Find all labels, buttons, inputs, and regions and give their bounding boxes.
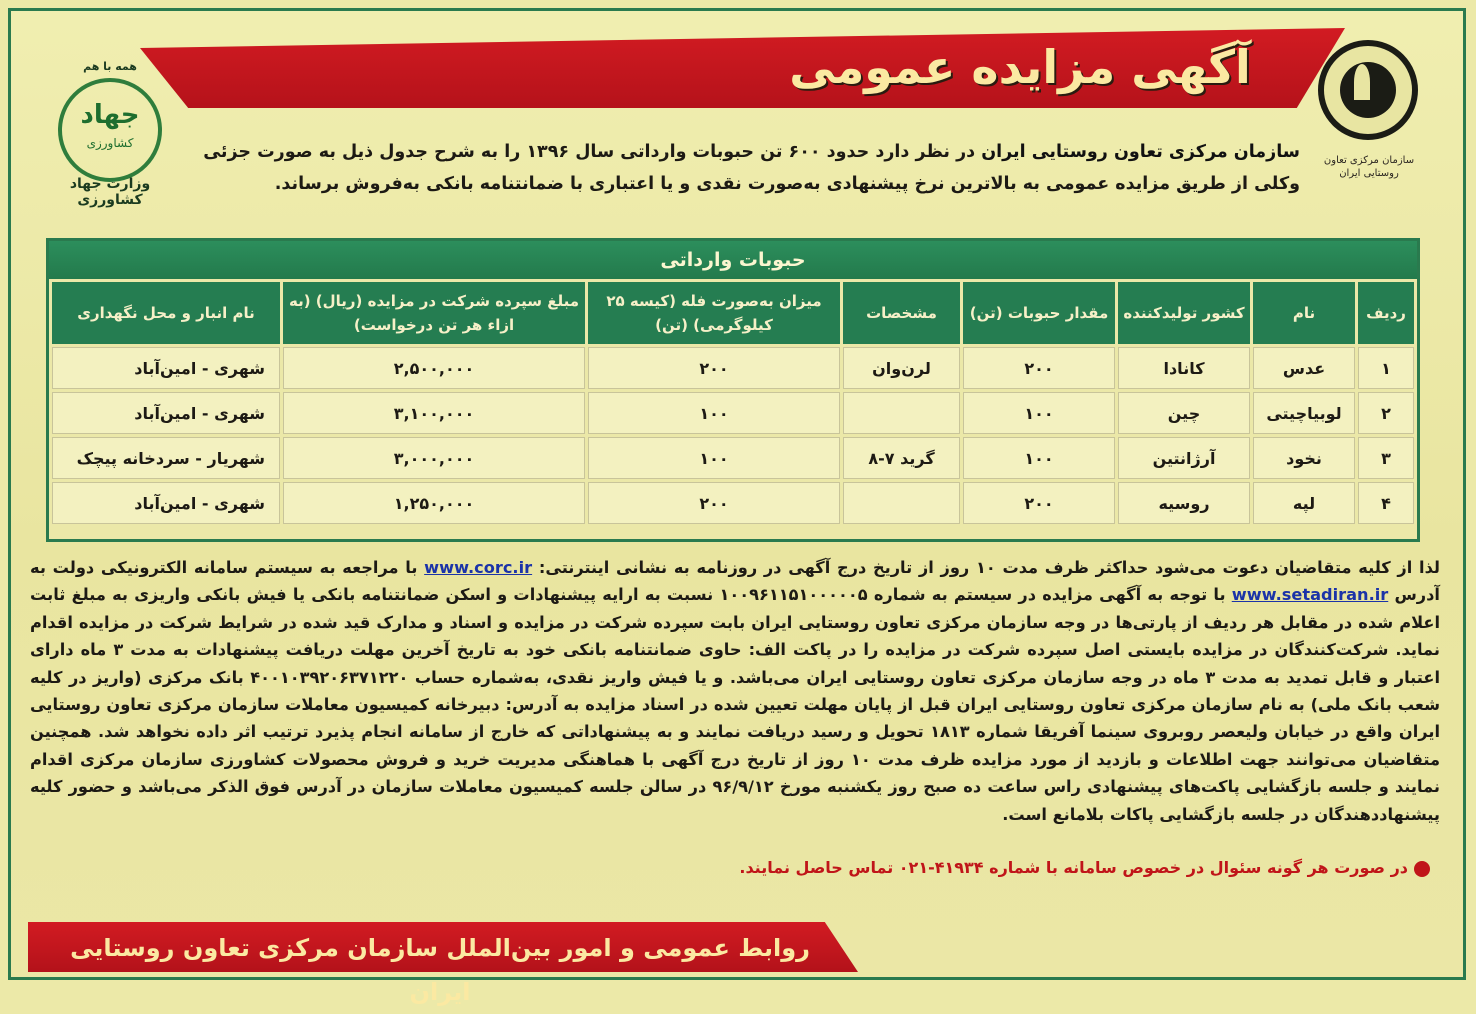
cell-warehouse: شهری - امین‌آباد [52,482,280,524]
cell-row-number: ۴ [1358,482,1414,524]
contact-line [640,858,1430,877]
cell-deposit: ۱,۲۵۰,۰۰۰ [283,482,585,524]
cell-country: چین [1118,392,1250,434]
col-header-quantity: مقدار حبوبات (تن) [963,282,1115,344]
col-header-deposit: مبلغ سپرده شرکت در مزایده (ریال) (به ازاء هر تن درخواست) [283,282,585,344]
ministry-logo-icon [58,78,162,182]
cell-name: عدس [1253,347,1355,389]
body-paragraph [30,554,1440,828]
cell-row-number: ۳ [1358,437,1414,479]
wheat-leaf-icon [1354,64,1370,100]
page-title: آگهی مزایده عمومی [789,40,1251,94]
ministry-logo-word: جهاد [80,100,140,130]
setadiran-link[interactable]: www.setadiran.ir [1231,585,1389,605]
grains-grid [49,279,1417,527]
cell-quantity: ۲۰۰ [963,347,1115,389]
body-part-1: لذا از کلیه متقاضیان دعوت می‌شود حداکثر ظرف مدت ۱۰ روز از تاریخ درج آگهی در روزنامه به نشانی اینترنتی: [538,558,1441,577]
col-header-name: نام [1253,282,1355,344]
cell-bulk: ۲۰۰ [588,347,840,389]
cell-quantity: ۱۰۰ [963,392,1115,434]
col-header-country: کشور تولیدکننده [1118,282,1250,344]
col-header-specs: مشخصات [843,282,960,344]
table-row [52,347,1414,389]
ministry-caption: وزارت جهاد کشاورزی [69,176,151,208]
org-emblem-icon [1318,40,1418,140]
cell-row-number: ۱ [1358,347,1414,389]
contact-text: در صورت هر گونه سئوال در خصوص سامانه با شماره ۴۱۹۳۴-۰۲۱ تماس حاصل نمایند. [739,858,1408,877]
intro-paragraph [180,136,1300,200]
cell-bulk: ۱۰۰ [588,392,840,434]
col-header-bulk: میزان به‌صورت فله (کیسه ۲۵ کیلوگرمی) (تن) [588,282,840,344]
ministry-logo-slogan: همه با هم [83,60,137,73]
col-header-row-number: ردیف [1358,282,1414,344]
cell-warehouse: شهری - امین‌آباد [52,347,280,389]
table-row [52,482,1414,524]
cell-country: کانادا [1118,347,1250,389]
cell-name: لپه [1253,482,1355,524]
cell-specs [843,392,960,434]
phone-icon [1414,861,1430,877]
cell-specs: گرید ۷-۸ [843,437,960,479]
cell-country: آرژانتین [1118,437,1250,479]
ministry-logo-sub: کشاورزی [86,136,134,150]
intro-text: در نظر دارد حدود ۶۰۰ تن حبوبات وارداتی سال ۱۳۹۶ را به شرح جدول ذیل به صورت جزئی وکلی از طریق مزایده عمومی به بالاترین نرخ پیشنهادی به‌صورت نقدی و یا اعتباری با ضمانتنامه بانکی به‌فروش برساند. [203,142,1300,194]
cell-name: لوبیاچیتی [1253,392,1355,434]
body-part-3: با توجه به آگهی مزایده در سیستم به شماره ۱۰۰۹۶۱۱۵۱۰۰۰۰۰۵ نسبت به ارایه پیشنهادات و اسکن ضمانتنامه بانکی یا فیش بانکی واریزی به مبلغ ثابت اعلام شده در مقابل هر ردیف از پارتی‌ها در وجه سازمان مرکزی تعاون روستایی ایران بابت سپرده شرکت در مزایده و اسناد و مدارک قید شده در شرایط شرکت در مزایده اقدام نماید. شرکت‌کنندگان در مزایده بایستی اصل سپرده شرکت در مزایده را در پاکت الف: حاوی ضمانتنامه بانکی خود به تاریخ آخرین مهلت دریافت پیشنهادات به مدت ۳ ماه دارای اعتبار و قابل تمدید به مدت ۳ ماه در وجه سازمان مرکزی تعاون روستایی ایران می‌باشد. و یا فیش واریز نقدی، به‌شماره حساب ۴۰۰۱۰۳۹۲۰۶۳۷۱۲۲۰ بانک مرکزی (واریز در کلیه شعب بانک ملی) به نام سازمان مرکزی تعاون روستایی ایران قبل از پایان مهلت تعیین شده در اسناد مزایده به آدرس: دبیرخانه کمیسیون معاملات سازمان مرکزی تعاون روستایی ایران واقع در خیابان ولیعصر روبروی سینما آفریقا شماره ۱۸۱۳ تحویل و رسید دریافت نمایند و به پیشنهاداتی که خارج از سامانه انجام پذیرد ترتیب اثر داده نخواهد شد. همچنین متقاضیان می‌توانند جهت اطلاعات و بازدید از مورد مزایده ظرف مدت ۱۰ روز از تاریخ درج آگهی با هماهنگی مدیریت خرید و فروش محصولات کشاورزی سازمان مرکزی اقدام نمایند و جلسه بازگشایی پاکت‌های پیشنهادی راس ساعت ده صبح روز یکشنبه مورخ ۹۶/۹/۱۲ در سالن جلسه کمیسیون معاملات سازمان در آدرس فوق الذکر می‌باشد و حضور کلیه پیشنهاددهندگان در جلسه بازگشایی پاکات بلامانع است. [30,585,1441,824]
cell-specs [843,482,960,524]
cell-warehouse: شهریار - سردخانه پیچک [52,437,280,479]
cell-deposit: ۳,۱۰۰,۰۰۰ [283,392,585,434]
table-title: حبوبات وارداتی [49,241,1417,279]
table-row [52,437,1414,479]
cell-bulk: ۱۰۰ [588,437,840,479]
intro-org-name: سازمان مرکزی تعاون روستایی ایران [981,142,1300,162]
cell-quantity: ۲۰۰ [963,482,1115,524]
grains-table [46,238,1420,542]
cell-deposit: ۳,۰۰۰,۰۰۰ [283,437,585,479]
corc-link[interactable]: www.corc.ir [424,558,533,577]
cell-row-number: ۲ [1358,392,1414,434]
cell-bulk: ۲۰۰ [588,482,840,524]
cell-specs: لرن‌وان [843,347,960,389]
table-header-row [52,282,1414,344]
col-header-warehouse: نام انبار و محل نگهداری [52,282,280,344]
org-emblem-caption: سازمان مرکزی تعاون روستایی ایران [1323,155,1415,179]
cell-quantity: ۱۰۰ [963,437,1115,479]
cell-country: روسیه [1118,482,1250,524]
body-part-2: با مراجعه به سیستم سامانه الکترونیکی دولت به آدرس [30,558,1440,605]
table-row [52,392,1414,434]
cell-name: نخود [1253,437,1355,479]
cell-warehouse: شهری - امین‌آباد [52,392,280,434]
footer-text: روابط عمومی و امور بین‌الملل سازمان مرکزی تعاون روستایی ایران [70,934,810,1006]
cell-deposit: ۲,۵۰۰,۰۰۰ [283,347,585,389]
